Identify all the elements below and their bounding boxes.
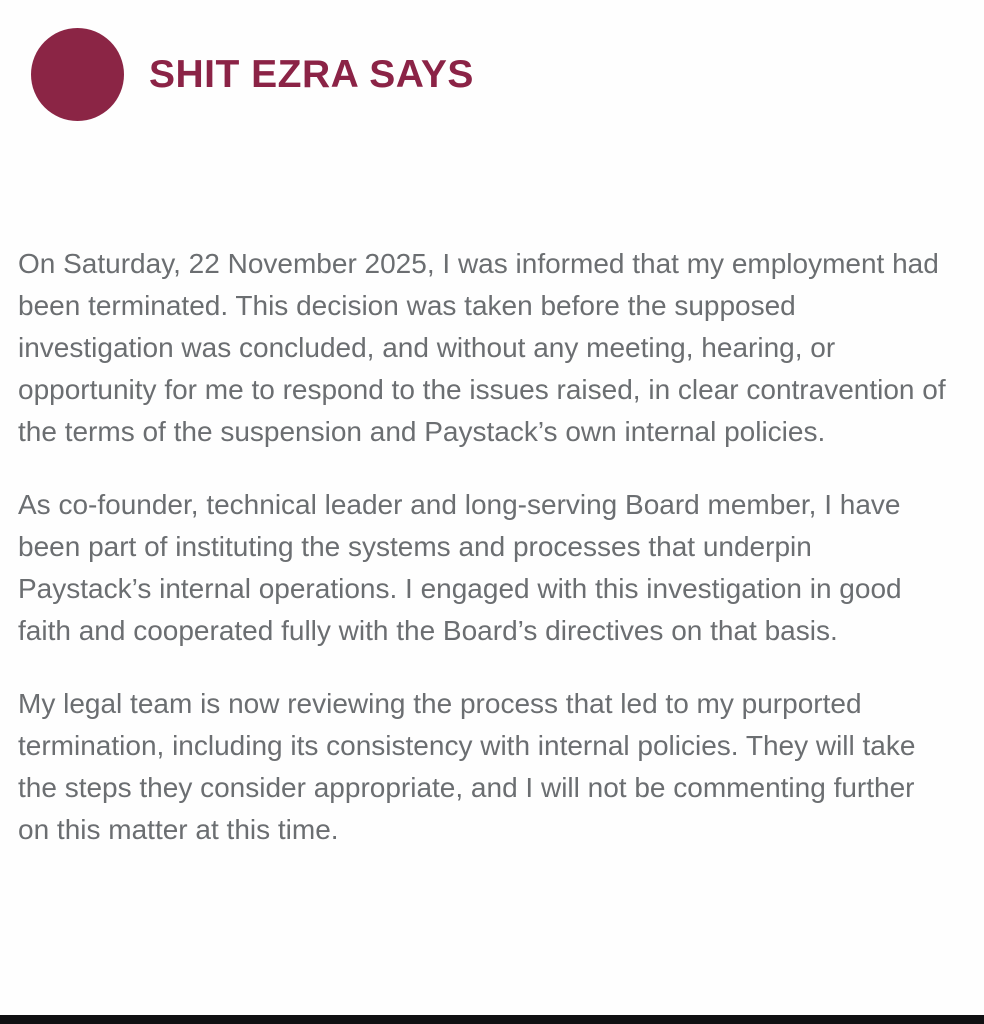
bottom-edge-bar bbox=[0, 1015, 984, 1024]
site-header bbox=[0, 0, 984, 121]
statement-paragraph-2: As co-founder, technical leader and long-serving Board member, I have been part of instituting the systems and processes that underpin Paystack’s internal operations. I engaged with this investigation in good faith and cooperated fully with the Board’s directives on that basis. bbox=[18, 489, 902, 646]
statement-paragraph-3: My legal team is now reviewing the process that led to my purported termination, including its consistency with internal policies. They will take the steps they consider appropriate, and I will not be commenting further on this matter at this time. bbox=[18, 688, 916, 845]
statement-paragraph-1: On Saturday, 22 November 2025, I was informed that my employment had been terminated. This decision was taken before the supposed investigation was concluded, and without any meeting, hearing, or opportunity for me to respond to the issues raised, in clear contravention of the terms of the suspension and Paystack’s own internal policies. bbox=[18, 248, 946, 447]
statement-article bbox=[0, 121, 984, 851]
site-logo-circle-icon[interactable] bbox=[31, 28, 124, 121]
site-title[interactable]: SHIT EZRA SAYS bbox=[149, 52, 474, 96]
